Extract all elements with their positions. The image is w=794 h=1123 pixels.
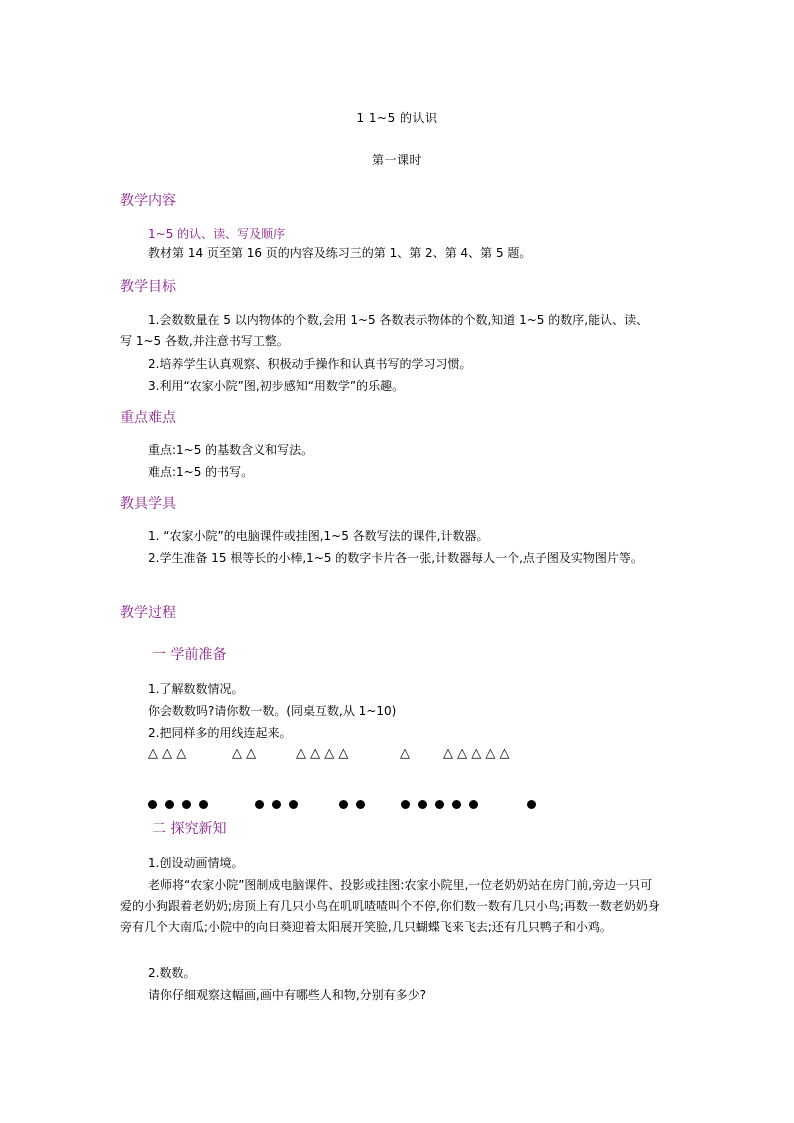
dot-mark: [199, 800, 208, 809]
goal-item-1: 1.会数数量在 5 以内物体的个数,会用 1~5 各数表示物体的个数,知道 1~5 的数序,能认、读、写 1~5 各数,并注意书写工整。: [120, 313, 649, 348]
part1-step1-text: 你会数数吗?请你数一数。(同桌互数,从 1~10): [148, 704, 397, 718]
dot-group-5: [527, 794, 544, 813]
dot-mark: [418, 800, 427, 809]
content-text: 教材第 14 页至第 16 页的内容及练习三的第 1、第 2、第 4、第 5 题。: [148, 246, 532, 260]
triangle-group-1: △ △ △: [148, 746, 187, 761]
dot-group-2: [255, 794, 306, 813]
part1-heading: 一 学前准备: [152, 647, 227, 663]
dot-group-1: [148, 794, 216, 813]
triangle-group-4: △: [400, 746, 410, 761]
part1-step1: 1.了解数数情况。: [148, 682, 244, 696]
dot-mark: [401, 800, 410, 809]
key-difficulty: 难点:1~5 的书写。: [148, 465, 254, 479]
part2-step1-text: 老师将“农家小院”图制成电脑课件、投影或挂图:农家小院里,一位老奶奶站在房门前,旁边一只可爱的小狗跟着老奶奶;房顶上有几只小鸟在叽叽喳喳叫个不停,你们数一数有几只小鸟;再数一数老奶奶身旁有几个大南瓜;小院中的向日葵迎着太阳展开笑脸,几只蝴蝶飞来飞去;还有几只鸭子和小鸡。: [120, 878, 660, 934]
part2-step2: 2.数数。: [148, 966, 196, 980]
subheading-content: 1~5 的认、读、写及顺序: [148, 227, 286, 241]
document-title: 1 1~5 的认识: [356, 111, 438, 125]
dot-mark: [356, 800, 365, 809]
triangle-group-2: △ △: [232, 746, 257, 761]
dot-mark: [272, 800, 281, 809]
part1-step2: 2.把同样多的用线连起来。: [148, 726, 292, 740]
goal-item-2: 2.培养学生认真观察、积极动手操作和认真书写的学习习惯。: [148, 357, 472, 371]
part2-heading: 二 探究新知: [152, 821, 227, 837]
tools-item-2: 2.学生准备 15 根等长的小棒,1~5 的数字卡片各一张,计数器每人一个,点子图及实物图片等。: [148, 551, 643, 565]
dot-mark: [452, 800, 461, 809]
lesson-label: 第一课时: [371, 153, 422, 167]
dot-group-4: [401, 794, 486, 813]
heading-tools: 教具学具: [120, 496, 176, 512]
heading-content: 教学内容: [120, 193, 176, 209]
dot-group-3: [339, 794, 373, 813]
goal-item-3: 3.利用“农家小院”图,初步感知“用数学”的乐趣。: [148, 379, 405, 393]
dot-mark: [339, 800, 348, 809]
triangle-group-5: △ △ △ △ △: [443, 746, 510, 761]
heading-goals: 教学目标: [120, 279, 176, 295]
part2-step2-text: 请你仔细观察这幅画,画中有哪些人和物,分别有多少?: [148, 988, 427, 1002]
dot-mark: [182, 800, 191, 809]
heading-process: 教学过程: [120, 605, 176, 621]
dot-mark: [165, 800, 174, 809]
part2-step1: 1.创设动画情境。: [148, 856, 244, 870]
dot-mark: [289, 800, 298, 809]
tools-item-1: 1. “农家小院”的电脑课件或挂图,1~5 各数写法的课件,计数器。: [148, 529, 489, 543]
dot-mark: [527, 800, 536, 809]
key-focus: 重点:1~5 的基数含义和写法。: [148, 443, 314, 457]
dot-mark: [469, 800, 478, 809]
dot-mark: [148, 800, 157, 809]
dot-mark: [255, 800, 264, 809]
triangle-group-3: △ △ △ △: [296, 746, 349, 761]
dot-mark: [435, 800, 444, 809]
heading-key-points: 重点难点: [120, 410, 176, 426]
